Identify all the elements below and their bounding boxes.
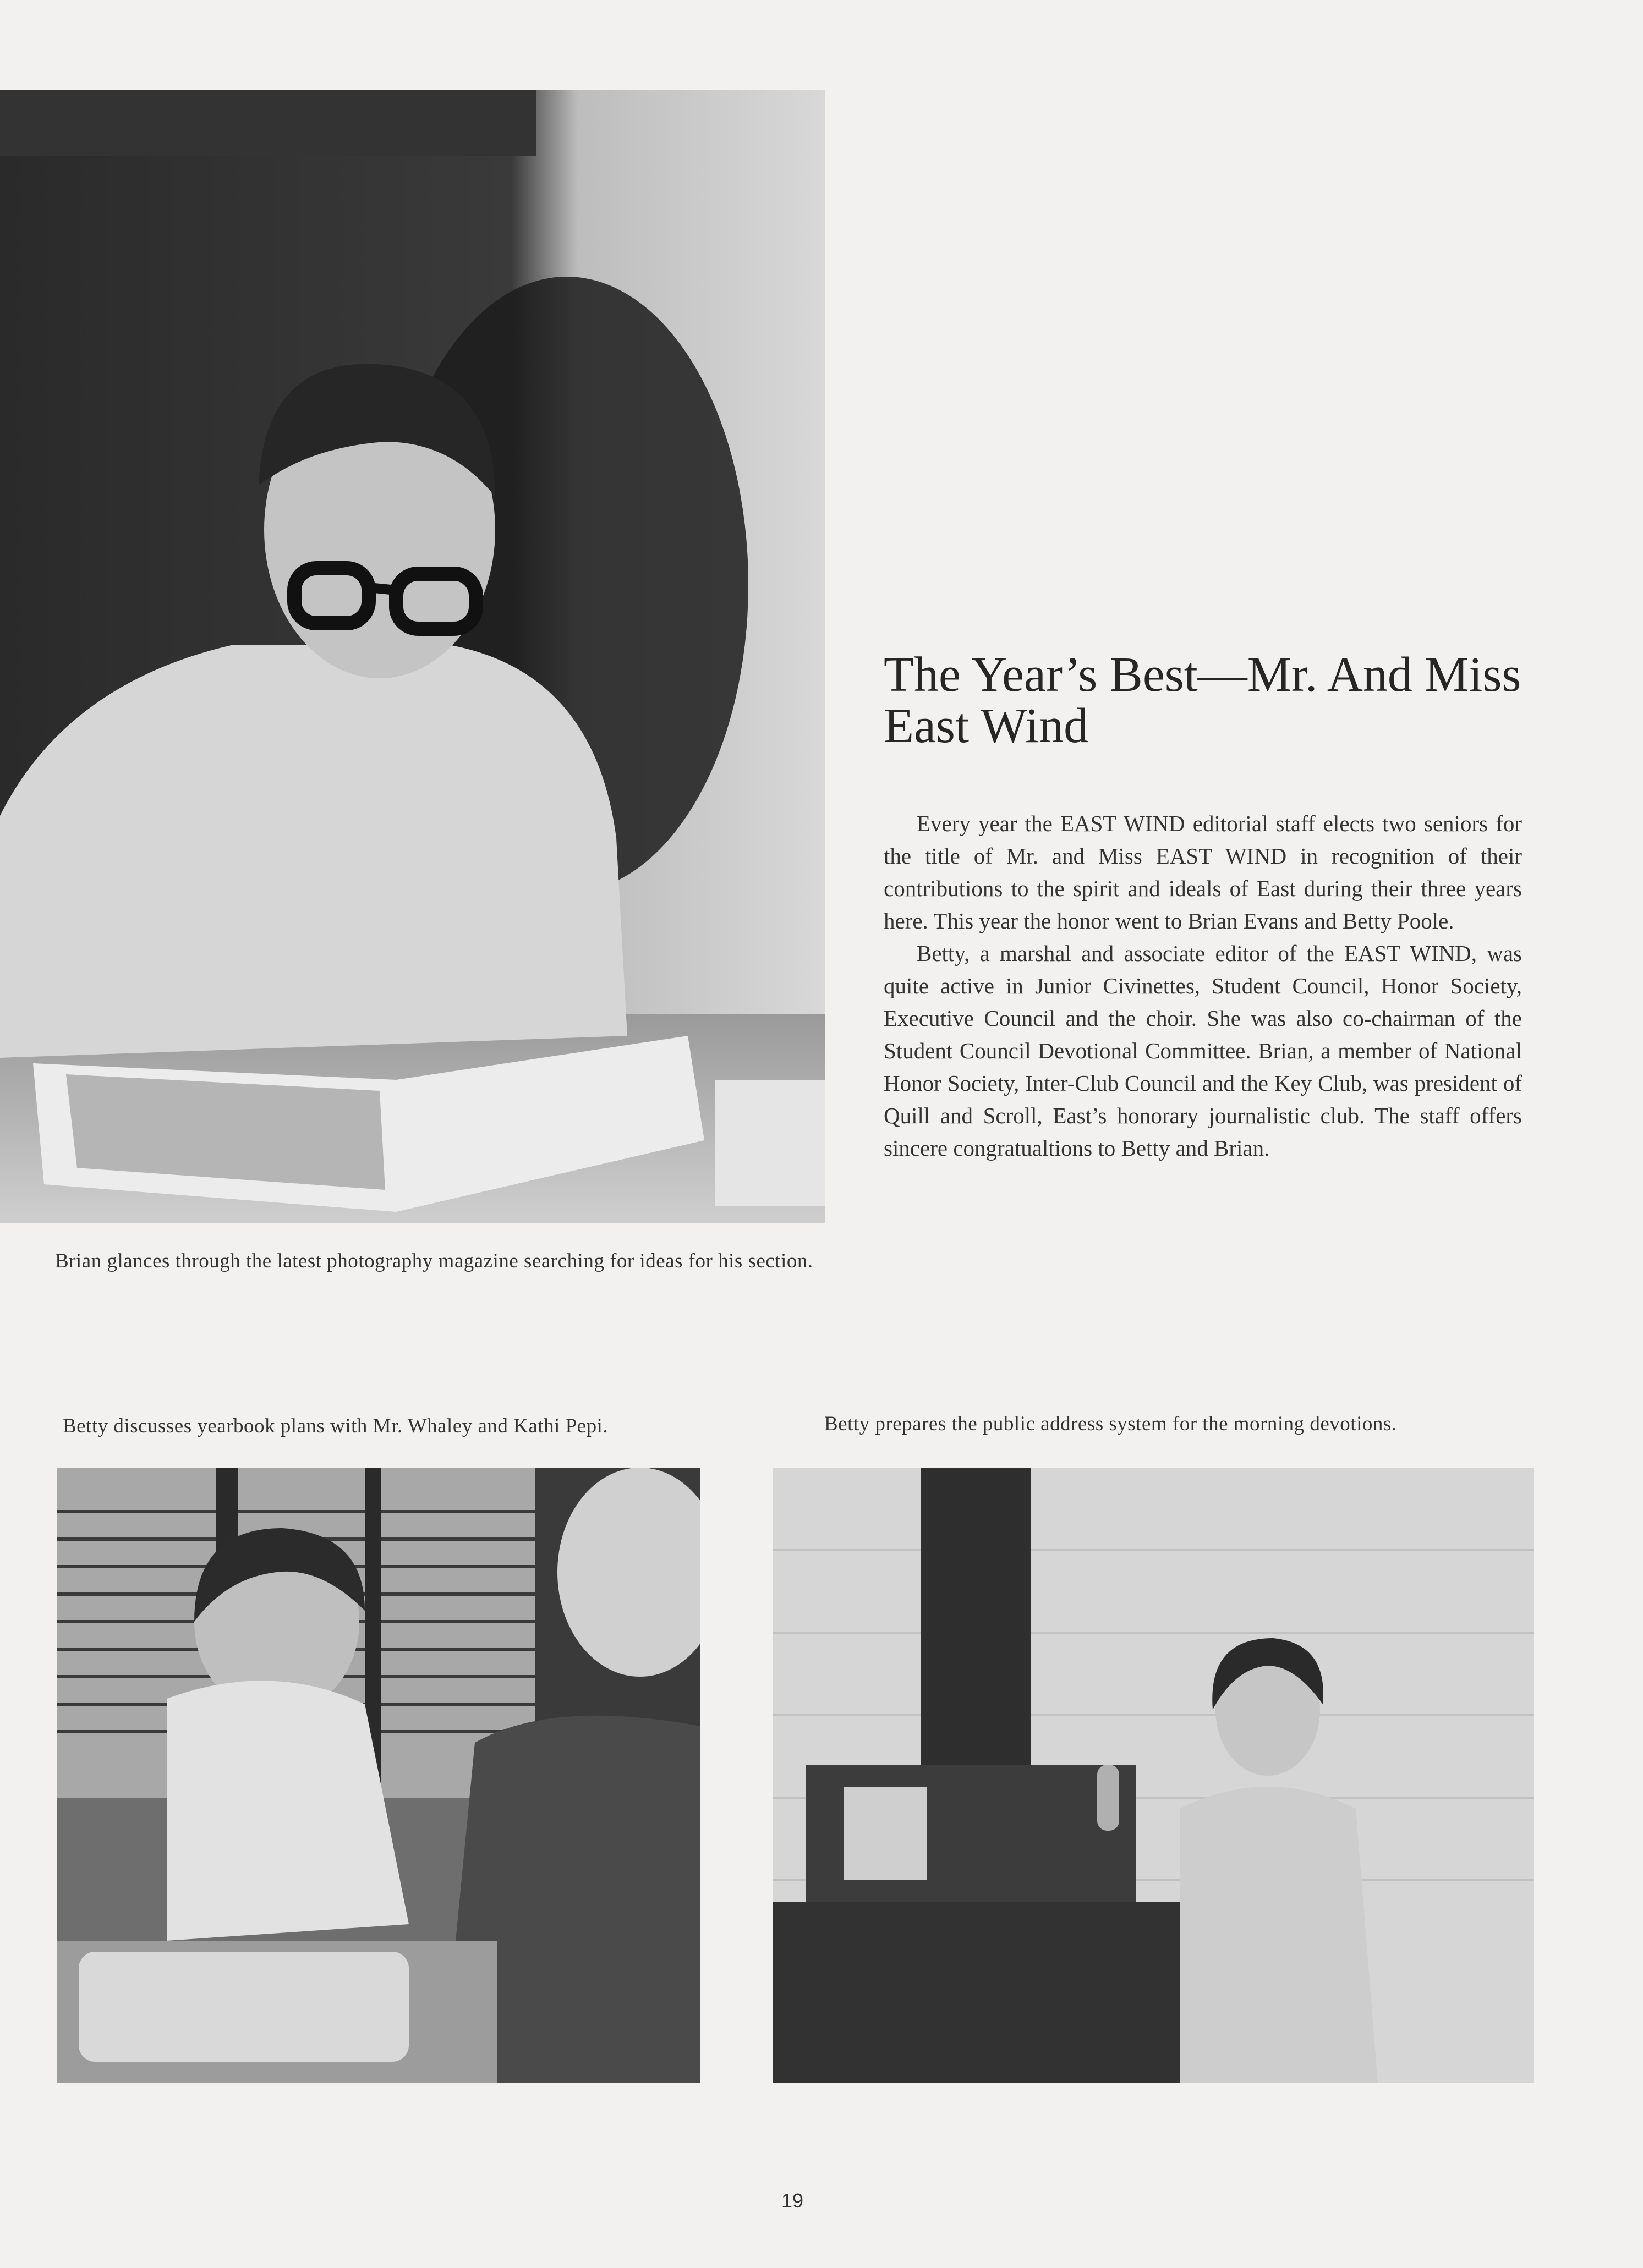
article-paragraph: Betty, a marshal and associate editor of the EAST WIND, was quite active in Junior Civinettes, Student Council, Honor Society, Executive Council and the choir. She was also co-chairman of the Student Council Devotional Committee. Brian, a member of National Honor Society, Inter-Club Council and the Key Club, was president of Quill and Scroll, East’s honorary journalistic club. The staff offers sincere congratualtions to Betty and Brian. (884, 941, 1522, 1161)
photo-betty-pa-system (773, 1468, 1534, 2083)
caption-betty-pa: Betty prepares the public address system for the morning devotions. (824, 1413, 1397, 1435)
photo-brian-reading (0, 90, 825, 1223)
article-headline: The Year’s Best—Mr. And Miss East Wind (884, 647, 1521, 753)
caption-betty-yearbook: Betty discusses yearbook plans with Mr. Whaley and Kathi Pepi. (63, 1415, 609, 1437)
photo-betty-yearbook-plans-image (57, 1468, 700, 2083)
photo-brian-reading-image (0, 90, 825, 1223)
article-paragraph: Every year the EAST WIND editorial staff elects two seniors for the title of Mr. and Miss EAST WIND in recognition of their contributions to the spirit and ideals of East during their three years here. This year the honor went to Brian Evans and Betty Poole. (884, 811, 1522, 933)
page-number: 19 (781, 2189, 804, 2212)
caption-brian: Brian glances through the latest photography magazine searching for ideas for his section. (55, 1250, 813, 1272)
article-body (884, 808, 1522, 1165)
photo-betty-pa-system-image (773, 1468, 1534, 2083)
photo-betty-yearbook-plans (57, 1468, 700, 2083)
